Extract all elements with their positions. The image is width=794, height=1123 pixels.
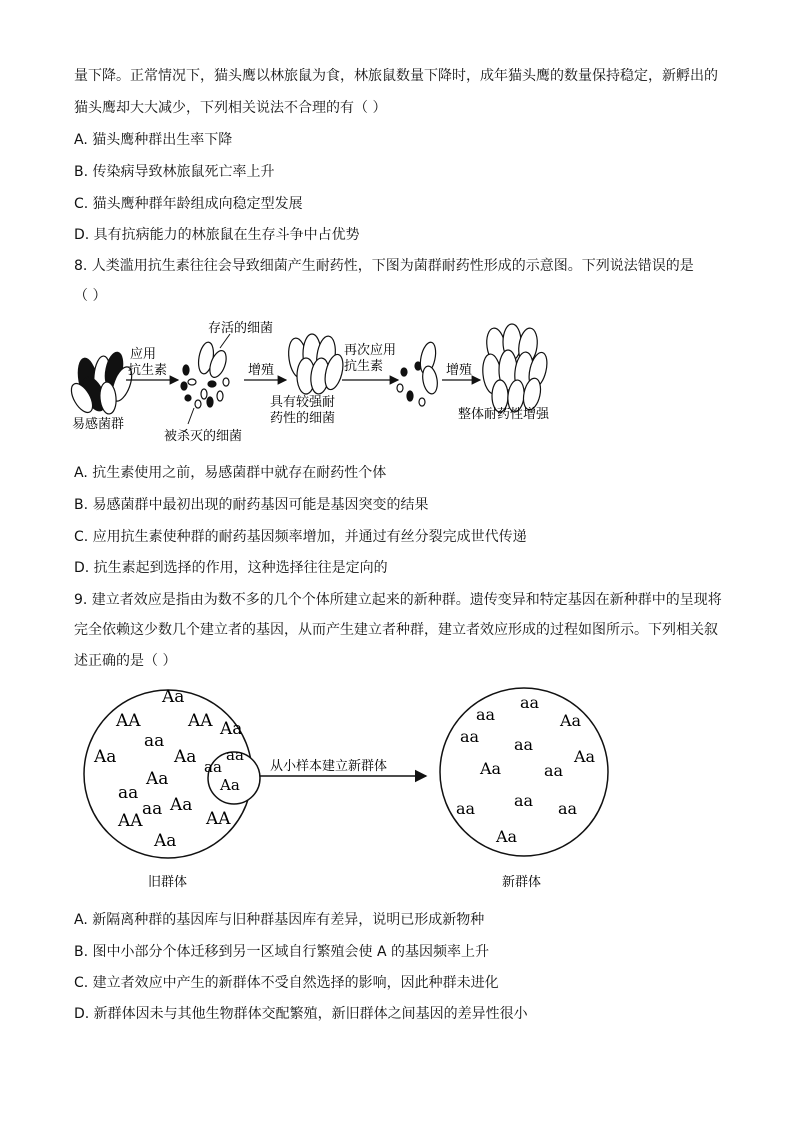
overall-label: 整体耐药性增强 <box>458 407 550 422</box>
old-population-label: 旧群体 <box>148 875 188 890</box>
killed-label: 被杀灭的细菌 <box>164 429 243 444</box>
genotype-label: aa <box>456 799 476 818</box>
q9-stem-line1: 9. 建立者效应是指由为数不多的几个个体所建立起来的新种群。遗传变异和特定基因在新种群中的呈现将 <box>74 592 722 608</box>
q7-option-b: B. 传染病导致林旅鼠死亡率上升 <box>74 164 275 180</box>
q7-option-a: A. 猫头鹰种群出生率下降 <box>74 132 233 148</box>
genotype-label: aa <box>460 727 480 746</box>
genotype-label: aa <box>544 761 564 780</box>
reapply-label-1: 再次应用 <box>344 343 397 358</box>
q8-option-b: B. 易感菌群中最初出现的耐药基因可能是基因突变的结果 <box>74 497 429 513</box>
survived-bacteria <box>196 341 229 380</box>
genotype-label: Aa <box>480 759 502 778</box>
q9-option-d: D. 新群体因未与其他生物群体交配繁殖，新旧群体之间基因的差异性很小 <box>74 1006 528 1022</box>
antibiotic-resistance-figure <box>60 318 560 448</box>
q9-option-a: A. 新隔离种群的基因库与旧种群基因库有差异，说明已形成新物种 <box>74 912 485 928</box>
genotype-label: aa <box>514 735 534 754</box>
q7-option-c: C. 猫头鹰种群年龄组成向稳定型发展 <box>74 196 303 212</box>
q7-stem-line1: 量下降。正常情况下，猫头鹰以林旅鼠为食，林旅鼠数量下降时，成年猫头鹰的数量保持稳定，新孵出的 <box>74 68 718 84</box>
genotype-label: Aa <box>496 827 518 846</box>
resistant-label-2: 药性的细菌 <box>270 411 336 426</box>
killed-pointer <box>188 408 194 424</box>
proliferate-label-1: 增殖 <box>248 363 275 378</box>
genotype-label: Aa <box>170 795 193 815</box>
genotype-label: Aa <box>162 687 185 707</box>
q8-stem-line1: 8. 人类滥用抗生素往往会导致细菌产生耐药性，下图为菌群耐药性形成的示意图。下列说法错误的是 <box>74 258 694 274</box>
resistant-label-1: 具有较强耐 <box>270 395 336 410</box>
q8-option-c: C. 应用抗生素使种群的耐药基因频率增加，并通过有丝分裂完成世代传递 <box>74 529 527 545</box>
genotype-label: AA <box>118 811 143 831</box>
genotype-label: Aa <box>146 769 169 789</box>
genotype-label: AA <box>188 711 213 731</box>
genotype-label: aa <box>118 783 139 803</box>
genotype-label: aa <box>144 731 165 751</box>
survived-label: 存活的细菌 <box>208 321 274 336</box>
q9-stem-line2: 完全依赖这少数几个建立者的基因，从而产生建立者种群，建立者效应形成的过程如图所示。下列相关叙 <box>74 622 718 638</box>
new-population-circle <box>440 688 608 856</box>
genotype-label: Aa <box>220 719 243 739</box>
q8-option-d: D. 抗生素起到选择的作用，这种选择往往是定向的 <box>74 560 388 576</box>
susceptible-bacteria-cluster <box>67 351 136 416</box>
genotype-label: Aa <box>94 747 117 767</box>
apply-label-1: 应用 <box>130 347 157 362</box>
q7-stem-line2: 猫头鹰却大大减少，下列相关说法不合理的有（ ） <box>74 100 387 116</box>
proliferate-label-2: 增殖 <box>446 363 473 378</box>
q7-option-d: D. 具有抗病能力的林旅鼠在生存斗争中占优势 <box>74 227 360 243</box>
genotype-label: aa <box>204 758 222 776</box>
genotype-label: aa <box>514 791 534 810</box>
reapply-label-2: 抗生素 <box>344 359 384 374</box>
apply-label-2: 抗生素 <box>128 363 168 378</box>
q8-option-a: A. 抗生素使用之前，易感菌群中就存在耐药性个体 <box>74 465 387 481</box>
genotype-label: aa <box>520 693 540 712</box>
q9-option-c: C. 建立者效应中产生的新群体不受自然选择的影响，因此种群未进化 <box>74 975 499 991</box>
q9-stem-line3: 述正确的是（ ） <box>74 653 177 669</box>
genotype-label: Aa <box>220 776 240 794</box>
resistant-bacteria-cluster <box>286 334 346 395</box>
genotype-label: AA <box>206 809 231 829</box>
founder-effect-figure <box>74 680 614 895</box>
q9-option-b: B. 图中小部分个体迁移到另一区域自行繁殖会使 A 的基因频率上升 <box>74 944 489 960</box>
q8-stem-line2: （ ） <box>74 288 107 304</box>
new-population-label: 新群体 <box>502 875 542 890</box>
genotype-label: AA <box>116 711 141 731</box>
genotype-label: Aa <box>154 831 177 851</box>
final-resistant-cluster <box>481 324 550 413</box>
genotype-label: Aa <box>560 711 582 730</box>
susceptible-label: 易感菌群 <box>72 417 125 432</box>
genotype-label: aa <box>142 799 163 819</box>
genotype-label: aa <box>476 705 496 724</box>
genotype-label: Aa <box>574 747 596 766</box>
survived-pointer <box>220 334 230 348</box>
survived-bacteria-2 <box>418 341 439 395</box>
genotype-label: Aa <box>174 747 197 767</box>
arrow-label: 从小样本建立新群体 <box>270 759 388 774</box>
genotype-label: aa <box>226 746 244 764</box>
genotype-label: aa <box>558 799 578 818</box>
